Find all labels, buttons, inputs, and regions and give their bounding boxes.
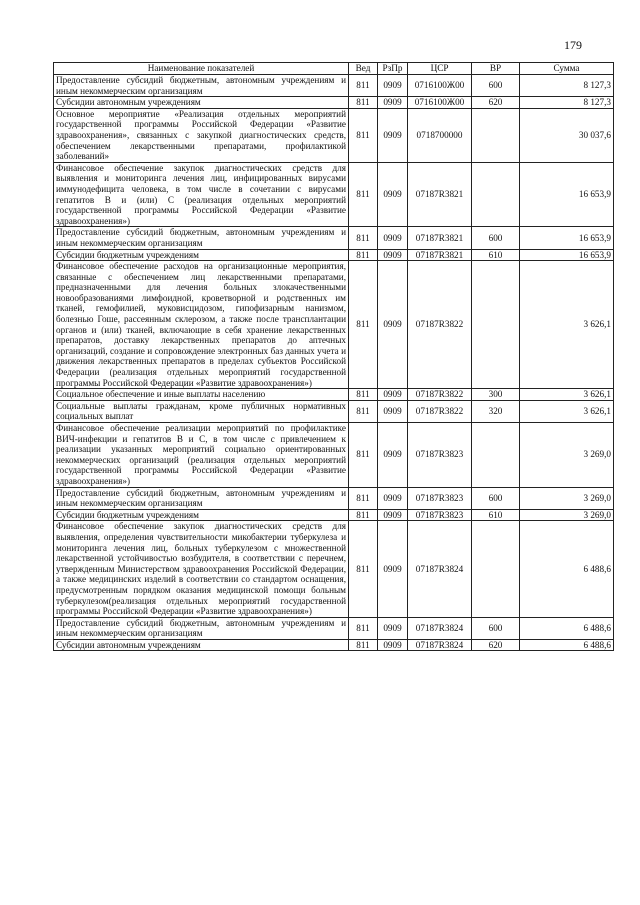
row-vr: 610 [472,509,520,521]
row-ved: 811 [349,75,378,97]
row-rzpr: 0909 [378,509,408,521]
row-rzpr: 0909 [378,227,408,249]
row-ved: 811 [349,617,378,639]
table-row [54,639,614,651]
row-sum: 3 269,0 [520,509,614,521]
row-vr: 600 [472,227,520,249]
row-rzpr: 0909 [378,97,408,109]
header-vr: ВР [472,63,520,75]
row-rzpr: 0909 [378,75,408,97]
row-rzpr: 0909 [378,521,408,617]
row-sum: 16 653,9 [520,227,614,249]
row-vr: 600 [472,617,520,639]
row-vr [472,423,520,488]
row-vr: 320 [472,400,520,422]
row-sum: 3 626,1 [520,389,614,401]
row-ved: 811 [349,108,378,162]
row-csr: 07187R3821 [408,249,472,261]
row-csr: 07187R3821 [408,227,472,249]
row-csr: 07187R3821 [408,162,472,227]
row-csr: 07187R3824 [408,617,472,639]
row-ved: 811 [349,249,378,261]
row-sum: 16 653,9 [520,249,614,261]
row-rzpr: 0909 [378,389,408,401]
row-rzpr: 0909 [378,487,408,509]
row-rzpr: 0909 [378,249,408,261]
row-ved: 811 [349,423,378,488]
header-sum: Сумма [520,63,614,75]
row-ved: 811 [349,509,378,521]
row-name: Основное мероприятие «Реализация отдельных мероприятий государственной программы Российской Федерации «Развитие здравоохранения», связанных с закупкой диагностических средств, обеспечением лекарственными препаратами, профилактикой заболеваний» [54,108,349,162]
row-sum: 16 653,9 [520,162,614,227]
row-ved: 811 [349,521,378,617]
row-ved: 811 [349,487,378,509]
table-body [54,75,614,651]
row-vr: 300 [472,389,520,401]
table-row [54,521,614,617]
row-name: Финансовое обеспечение закупок диагностических средств для выявления, определения чувствительности микобактерии туберкулеза и мониторинга лечения лиц, больных туберкулезом с множественной лекарственной устойчивостью возбудителя, в соответствии с перечнем, утвержденным Министерством здравоохранения Российской Федерации, а также медицинских изделий в соответствии со стандартом оснащения, предусмотренным порядком оказания медицинской помощи больным туберкулезом(реализация отдельных мероприятий государственной программы Российской Федерации «Развитие здравоохранения») [54,521,349,617]
row-name: Финансовое обеспечение реализации мероприятий по профилактике ВИЧ-инфекции и гепатитов В и С, в том числе с привлечением к реализации указанных мероприятий социально ориентированных некоммерческих организаций (реализация отдельных мероприятий государственной программы Российской Федерации «Развитие здравоохранения») [54,423,349,488]
row-sum: 6 488,6 [520,639,614,651]
row-ved: 811 [349,97,378,109]
row-sum: 6 488,6 [520,521,614,617]
row-csr: 07187R3822 [408,389,472,401]
row-name: Предоставление субсидий бюджетным, автономным учреждениям и иным некоммерческим организациям [54,487,349,509]
row-rzpr: 0909 [378,423,408,488]
row-vr: 620 [472,97,520,109]
row-ved: 811 [349,639,378,651]
header-csr: ЦСР [408,63,472,75]
row-sum: 8 127,3 [520,97,614,109]
row-csr: 07187R3823 [408,509,472,521]
header-ved: Вед [349,63,378,75]
row-csr: 07187R3823 [408,487,472,509]
row-sum: 3 626,1 [520,400,614,422]
row-ved: 811 [349,227,378,249]
table-row [54,509,614,521]
row-vr [472,261,520,389]
row-vr [472,162,520,227]
table-row [54,108,614,162]
row-name: Субсидии автономным учреждениям [54,97,349,109]
row-sum: 3 269,0 [520,487,614,509]
row-rzpr: 0909 [378,162,408,227]
row-name: Субсидии автономным учреждениям [54,639,349,651]
row-rzpr: 0909 [378,639,408,651]
row-csr: 0718700000 [408,108,472,162]
row-name: Социальные выплаты гражданам, кроме публичных нормативных социальных выплат [54,400,349,422]
row-sum: 3 626,1 [520,261,614,389]
row-vr: 600 [472,75,520,97]
row-csr: 07187R3822 [408,400,472,422]
row-name: Предоставление субсидий бюджетным, автономным учреждениям и иным некоммерческим организациям [54,75,349,97]
row-csr: 07187R3823 [408,423,472,488]
row-csr: 07187R3824 [408,521,472,617]
row-ved: 811 [349,400,378,422]
row-csr: 0716100Ж00 [408,75,472,97]
page-number: 179 [564,38,582,52]
table-row [54,617,614,639]
table-row [54,389,614,401]
row-vr [472,521,520,617]
table-row [54,227,614,249]
row-ved: 811 [349,261,378,389]
table-row [54,162,614,227]
row-vr: 600 [472,487,520,509]
row-rzpr: 0909 [378,617,408,639]
budget-table [53,62,614,651]
row-name: Социальное обеспечение и иные выплаты населению [54,389,349,401]
row-vr: 620 [472,639,520,651]
row-name: Предоставление субсидий бюджетным, автономным учреждениям и иным некоммерческим организациям [54,617,349,639]
header-name: Наименование показателей [54,63,349,75]
row-name: Субсидии бюджетным учреждениям [54,509,349,521]
row-ved: 811 [349,162,378,227]
table-header-row [54,63,614,75]
row-csr: 07187R3824 [408,639,472,651]
table-row [54,261,614,389]
row-csr: 07187R3822 [408,261,472,389]
row-vr: 610 [472,249,520,261]
row-sum: 8 127,3 [520,75,614,97]
row-vr [472,108,520,162]
row-rzpr: 0909 [378,261,408,389]
header-rzpr: РзПр [378,63,408,75]
table-row [54,423,614,488]
table-row [54,400,614,422]
row-csr: 0716100Ж00 [408,97,472,109]
row-name: Финансовое обеспечение закупок диагностических средств для выявления и мониторинга лечения лиц, инфицированных вирусами иммунодефицита человека, в том числе в сочетании с вирусами гепатитов В и (или) С (реализация отдельных мероприятий государственной программы Российской Федерации «Развитие здравоохранения») [54,162,349,227]
table-row [54,75,614,97]
table-row [54,249,614,261]
row-name: Субсидии бюджетным учреждениям [54,249,349,261]
row-rzpr: 0909 [378,400,408,422]
table-row [54,487,614,509]
row-ved: 811 [349,389,378,401]
row-sum: 30 037,6 [520,108,614,162]
row-name: Предоставление субсидий бюджетным, автономным учреждениям и иным некоммерческим организациям [54,227,349,249]
row-rzpr: 0909 [378,108,408,162]
table-row [54,97,614,109]
row-name: Финансовое обеспечение расходов на организационные мероприятия, связанные с обеспечением лиц лекарственными препаратами, предназначенными для лечения больных злокачественными новообразованиями лимфоидной, кроветворной и родственных им тканей, гемофилией, муковисцидозом, гипофизарным нанизмом, болезнью Гоше, рассеянным склерозом, а также после трансплантации органов и (или) тканей, включающие в себя хранение лекарственных препаратов, доставку лекарственных препаратов до аптечных организаций, создание и сопровождение электронных баз данных учета и движения лекарственных препаратов в пределах субъектов Российской Федерации (реализация отдельных мероприятий государственной программы Российской Федерации «Развитие здравоохранения») [54,261,349,389]
row-sum: 6 488,6 [520,617,614,639]
row-sum: 3 269,0 [520,423,614,488]
